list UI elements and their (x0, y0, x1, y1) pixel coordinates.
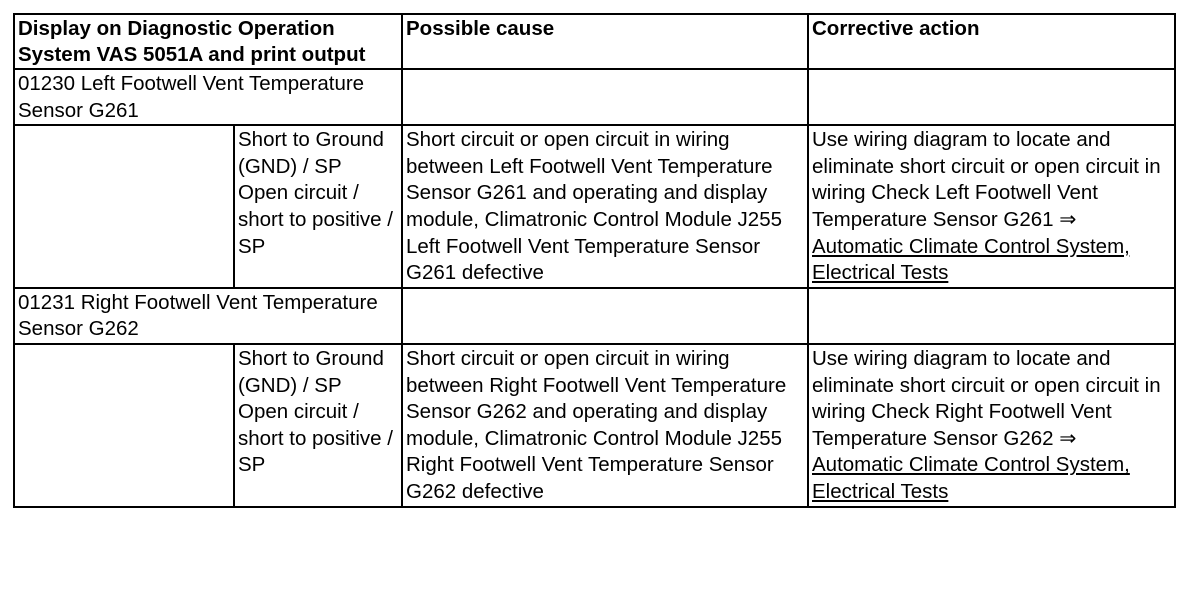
possible-cause: Short circuit or open circuit in wiring between Left Footwell Vent Temperature Sensor G261 and operating and display module, Climatronic Control Module J255 Left Footwell Vent Temperature Sensor G261 defective (402, 125, 808, 288)
corrective-action-link[interactable]: Automatic Climate Control System, Electrical Tests (812, 234, 1130, 285)
fault-type-open: Open circuit / short to positive / SP (238, 181, 393, 258)
header-display: Display on Diagnostic Operation System VAS 5051A and print output (14, 14, 402, 69)
fault-detail-row (14, 344, 1175, 507)
fault-type-cell (234, 344, 402, 507)
diagnostic-table (13, 13, 1176, 508)
fault-code-row (14, 69, 1175, 125)
possible-cause: Short circuit or open circuit in wiring between Right Footwell Vent Temperature Sensor G262 and operating and display module, Climatronic Control Module J255 Right Footwell Vent Temperature Sensor G262 defective (402, 344, 808, 507)
empty-cell (808, 69, 1175, 125)
corrective-action (808, 125, 1175, 288)
empty-cell (402, 69, 808, 125)
fault-type-cell (234, 125, 402, 288)
header-cause: Possible cause (402, 14, 808, 69)
header-action: Corrective action (808, 14, 1175, 69)
empty-cell (14, 344, 234, 507)
fault-type-ground: Short to Ground (GND) / SP (238, 128, 384, 178)
fault-detail-row (14, 125, 1175, 288)
empty-cell (14, 125, 234, 288)
fault-code: 01230 Left Footwell Vent Temperature Sensor G261 (14, 69, 402, 125)
empty-cell (808, 288, 1175, 344)
corrective-action-text: Use wiring diagram to locate and eliminate short circuit or open circuit in wiring Check Right Footwell Vent Temperature Sensor G262 ⇒ (812, 346, 1161, 450)
fault-code-row (14, 288, 1175, 344)
empty-cell (402, 288, 808, 344)
corrective-action-text: Use wiring diagram to locate and eliminate short circuit or open circuit in wiring Check Left Footwell Vent Temperature Sensor G261 ⇒ (812, 128, 1161, 231)
fault-type-open: Open circuit / short to positive / SP (238, 400, 393, 477)
fault-type-ground: Short to Ground (GND) / SP (238, 346, 384, 397)
corrective-action (808, 344, 1175, 507)
header-row (14, 14, 1175, 69)
fault-code: 01231 Right Footwell Vent Temperature Sensor G262 (14, 288, 402, 344)
corrective-action-link[interactable]: Automatic Climate Control System, Electrical Tests (812, 453, 1130, 503)
